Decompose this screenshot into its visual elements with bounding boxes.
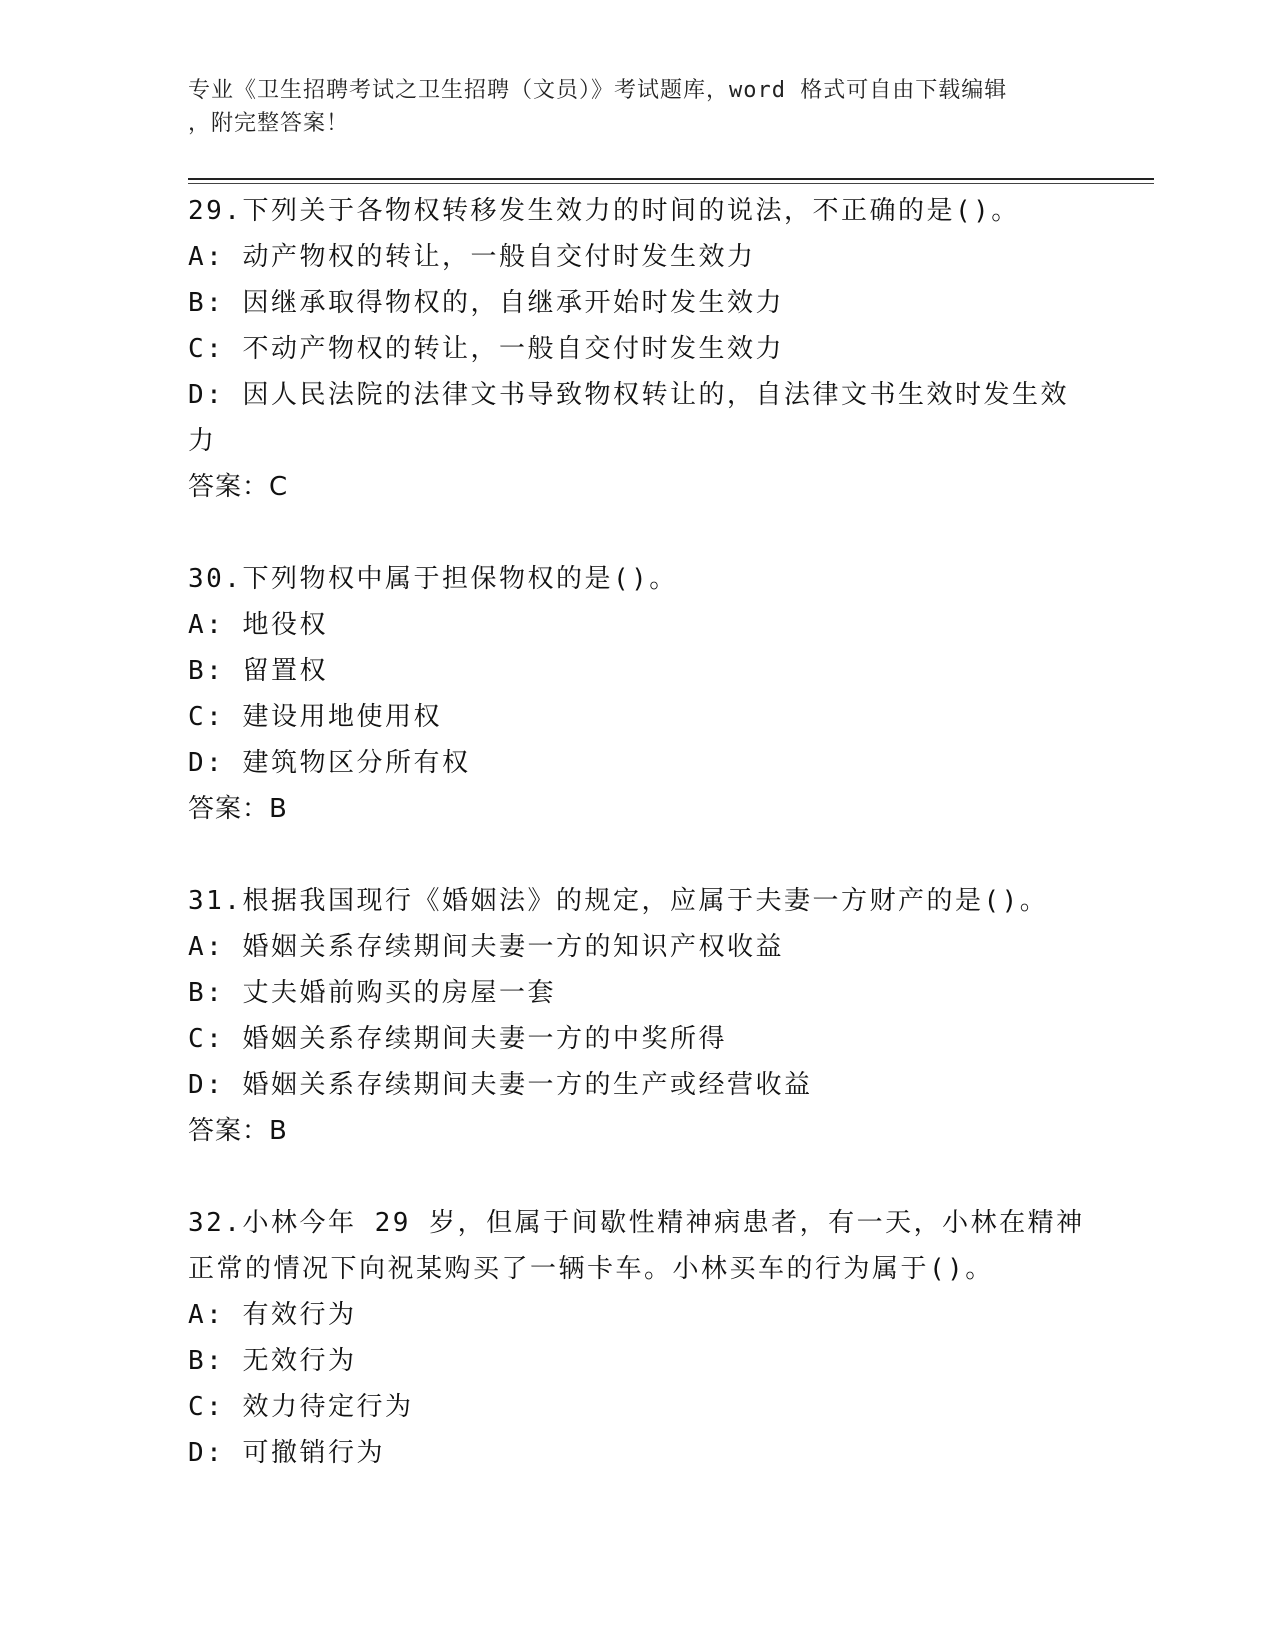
answer-option: B: 无效行为 <box>188 1346 357 1376</box>
header-line-1: 专业《卫生招聘考试之卫生招聘（文员）》考试题库，word 格式可自由下载编辑 <box>188 78 1008 103</box>
answer-option: D: 建筑物区分所有权 <box>188 748 471 778</box>
question-stem: 正常的情况下向祝某购买了一辆卡车。小林买车的行为属于()。 <box>188 1254 994 1284</box>
document-header <box>188 74 1068 140</box>
answer-option: 力 <box>188 426 217 456</box>
answer-key: 答案：B <box>188 1116 288 1146</box>
header-line-2: ，附完整答案！ <box>188 111 350 136</box>
question-block <box>188 1200 1088 1476</box>
answer-option: C: 建设用地使用权 <box>188 702 442 732</box>
answer-option: A: 有效行为 <box>188 1300 357 1330</box>
answer-key: 答案：C <box>188 472 289 502</box>
answer-option: C: 婚姻关系存续期间夫妻一方的中奖所得 <box>188 1024 727 1054</box>
question-spacer <box>188 832 1088 878</box>
header-divider-thin <box>188 183 1154 184</box>
answer-key: 答案：B <box>188 794 288 824</box>
header-divider-thick <box>188 178 1154 180</box>
question-stem: 32.小林今年 29 岁，但属于间歇性精神病患者，有一天，小林在精神 <box>188 1208 1085 1238</box>
answer-option: D: 可撤销行为 <box>188 1438 385 1468</box>
answer-option: C: 效力待定行为 <box>188 1392 414 1422</box>
question-block <box>188 878 1088 1154</box>
answer-option: A: 婚姻关系存续期间夫妻一方的知识产权收益 <box>188 932 784 962</box>
answer-option: C: 不动产物权的转让，一般自交付时发生效力 <box>188 334 784 364</box>
answer-option: B: 留置权 <box>188 656 328 686</box>
question-list <box>188 188 1088 1476</box>
question-spacer <box>188 1154 1088 1200</box>
question-stem: 31.根据我国现行《婚姻法》的规定，应属于夫妻一方财产的是()。 <box>188 886 1049 916</box>
answer-option: D: 因人民法院的法律文书导致物权转让的，自法律文书生效时发生效 <box>188 380 1069 410</box>
question-spacer <box>188 510 1088 556</box>
answer-option: D: 婚姻关系存续期间夫妻一方的生产或经营收益 <box>188 1070 813 1100</box>
answer-option: B: 因继承取得物权的，自继承开始时发生效力 <box>188 288 784 318</box>
question-stem: 30.下列物权中属于担保物权的是()。 <box>188 564 678 594</box>
question-stem: 29.下列关于各物权转移发生效力的时间的说法，不正确的是()。 <box>188 196 1020 226</box>
question-block <box>188 556 1088 832</box>
question-block <box>188 188 1088 510</box>
answer-option: A: 地役权 <box>188 610 328 640</box>
answer-option: A: 动产物权的转让，一般自交付时发生效力 <box>188 242 756 272</box>
answer-option: B: 丈夫婚前购买的房屋一套 <box>188 978 556 1008</box>
